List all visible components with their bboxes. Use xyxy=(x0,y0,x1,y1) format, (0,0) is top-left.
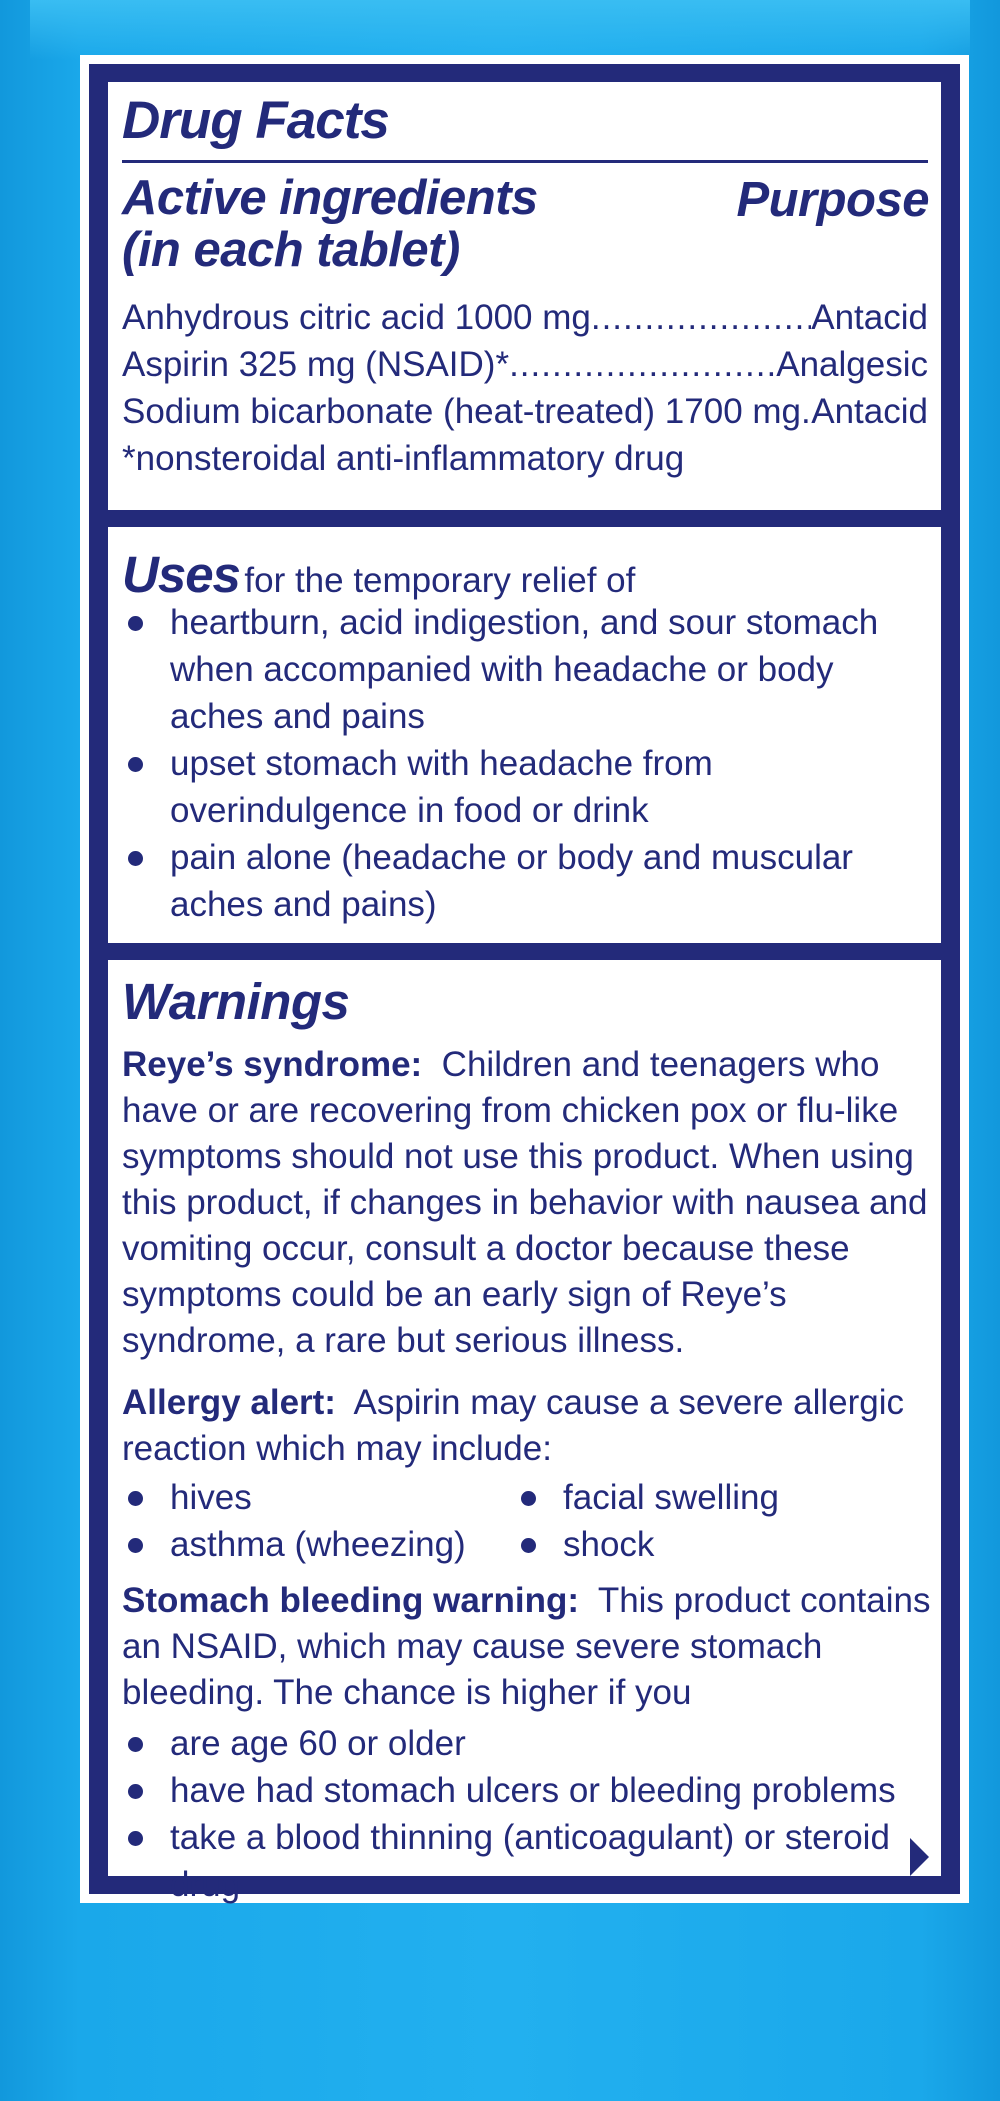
use-text: upset stomach with headache from overindulgence in food or drink xyxy=(170,744,713,830)
uses-section xyxy=(108,527,941,943)
list-item xyxy=(515,1521,654,1568)
bleeding-item: take a blood thinning (anticoagulant) or steroid drug xyxy=(170,1818,890,1904)
bullet-icon xyxy=(128,757,143,772)
bleeding-risk-list xyxy=(122,1720,902,1908)
title-divider xyxy=(122,160,928,163)
triangle-right-icon xyxy=(910,1838,929,1876)
active-ingredients-section xyxy=(108,82,941,510)
allergy-alert xyxy=(122,1380,932,1472)
bullet-icon xyxy=(128,851,143,866)
active-heading-line1: Active ingredients xyxy=(122,171,538,225)
list-item xyxy=(122,1720,902,1767)
ingredient-purpose: Antacid xyxy=(811,392,928,431)
dot-leader xyxy=(801,392,811,432)
bullet-icon xyxy=(128,1784,143,1799)
ingredient-row xyxy=(122,345,928,393)
bullet-icon xyxy=(128,1538,143,1553)
allergy-item: shock xyxy=(563,1525,655,1564)
bleeding-text: This product contains an NSAID, which may cause severe stomach bleeding. The chance is higher if you xyxy=(122,1581,931,1712)
ingredient-name: Anhydrous citric acid 1000 mg xyxy=(122,298,591,337)
bullet-icon xyxy=(128,616,143,631)
list-item xyxy=(122,834,922,928)
list-item xyxy=(515,1474,779,1521)
ingredient-name: Aspirin 325 mg (NSAID)* xyxy=(122,345,510,384)
bleeding-item: have had stomach ulcers or bleeding problems xyxy=(170,1771,896,1810)
uses-heading: Uses xyxy=(122,546,240,603)
warnings-section xyxy=(108,960,941,1904)
allergy-text: Aspirin may cause a severe allergic reaction which may include: xyxy=(122,1383,905,1468)
use-text: pain alone (headache or body and muscular aches and pains) xyxy=(170,838,853,924)
list-item xyxy=(122,1521,466,1568)
ingredient-name: Sodium bicarbonate (heat-treated) 1700 mg xyxy=(122,392,802,431)
bullet-icon xyxy=(128,1831,143,1846)
purpose-heading: Purpose xyxy=(736,173,929,227)
package-sheen xyxy=(30,0,970,60)
ingredient-row xyxy=(122,298,928,346)
allergy-label: Allergy alert: xyxy=(122,1383,336,1422)
list-item xyxy=(122,1814,902,1908)
bullet-icon xyxy=(128,1737,143,1752)
bullet-icon xyxy=(521,1538,536,1553)
allergy-item: asthma (wheezing) xyxy=(170,1525,466,1564)
list-item xyxy=(122,1474,252,1521)
nsaid-footnote: *nonsteroidal anti-inflammatory drug xyxy=(122,439,685,478)
drug-facts-title: Drug Facts xyxy=(122,91,389,150)
reyes-text: Children and teenagers who have or are recovering from chicken pox or flu-like symptoms should not use this product. When using this product, if changes in behavior with nausea and vomiting occur, consult a doctor because these symptoms could be an early sign of Reye’s syndrome, a rare but serious illness. xyxy=(122,1045,928,1360)
stomach-bleeding-warning xyxy=(122,1578,932,1716)
dot-leader xyxy=(591,298,811,338)
uses-heading-line xyxy=(122,545,635,604)
bleeding-item: are age 60 or older xyxy=(170,1724,466,1763)
warnings-heading: Warnings xyxy=(122,973,350,1030)
list-item xyxy=(122,599,922,740)
active-ingredients-heading xyxy=(122,172,538,276)
list-item xyxy=(122,1767,902,1814)
use-text: heartburn, acid indigestion, and sour stomach when accompanied with headache or body aches and pains xyxy=(170,603,879,736)
ingredient-purpose: Antacid xyxy=(811,298,928,337)
bleeding-label: Stomach bleeding warning: xyxy=(122,1581,579,1620)
ingredient-purpose: Analgesic xyxy=(776,345,928,384)
uses-intro: for the temporary relief of xyxy=(244,561,636,600)
reyes-syndrome-warning xyxy=(122,1042,932,1364)
active-heading-line2: (in each tablet) xyxy=(122,223,460,277)
allergy-symptom-list xyxy=(122,1474,922,1568)
bullet-icon xyxy=(128,1491,143,1506)
ingredient-row xyxy=(122,392,928,440)
uses-list xyxy=(122,599,922,928)
bullet-icon xyxy=(521,1491,536,1506)
list-item xyxy=(122,740,922,834)
reyes-label: Reye’s syndrome: xyxy=(122,1045,423,1084)
allergy-item: hives xyxy=(170,1478,252,1517)
allergy-item: facial swelling xyxy=(563,1478,779,1517)
dot-leader xyxy=(509,345,776,385)
